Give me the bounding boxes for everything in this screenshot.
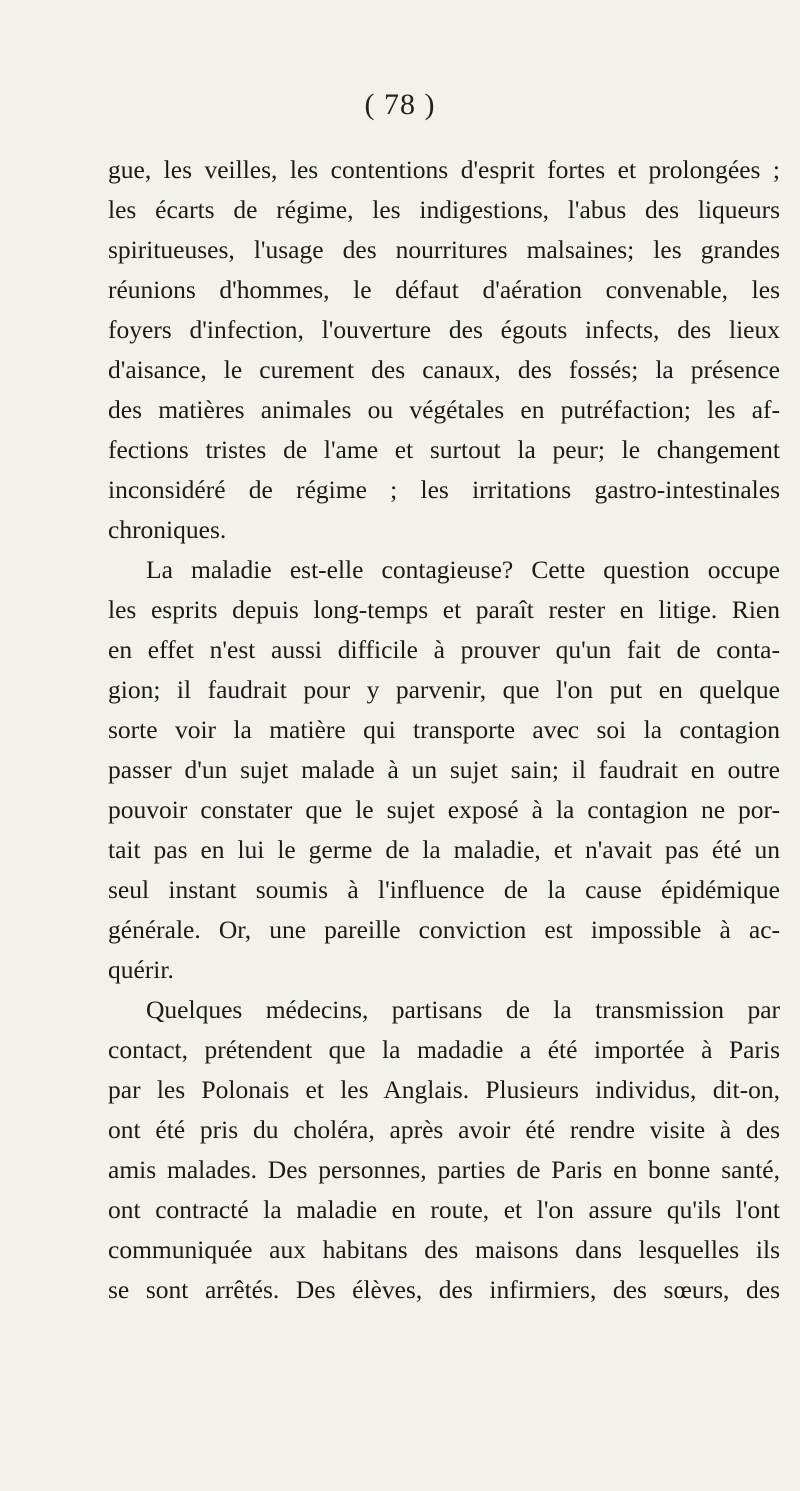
text-line: pouvoir constater que le sujet exposé à la contagion ne por-: [108, 795, 780, 824]
text-line: ont contracté la maladie en route, et l'on assure qu'ils l'ont: [108, 1195, 780, 1224]
text-line: communiquée aux habitans des maisons dans lesquelles ils: [108, 1235, 780, 1264]
text-line: fections tristes de l'ame et surtout la peur; le changement: [108, 435, 780, 464]
text-line: contact, prétendent que la madadie a été importée à Paris: [108, 1035, 780, 1064]
text-line: générale. Or, une pareille conviction est impossible à ac-: [108, 915, 780, 944]
text-line: Quelques médecins, partisans de la transmission par: [146, 995, 780, 1024]
text-line: se sont arrêtés. Des élèves, des infirmiers, des sœurs, des: [108, 1275, 780, 1304]
text-line: en effet n'est aussi difficile à prouver qu'un fait de conta-: [108, 635, 780, 664]
text-line: foyers d'infection, l'ouverture des égouts infects, des lieux: [108, 315, 780, 344]
text-line: tait pas en lui le germe de la maladie, et n'avait pas été un: [108, 835, 780, 864]
text-line: amis malades. Des personnes, parties de Paris en bonne santé,: [108, 1155, 780, 1184]
text-line: spiritueuses, l'usage des nourritures malsaines; les grandes: [108, 235, 780, 264]
text-line: les esprits depuis long-temps et paraît rester en litige. Rien: [108, 595, 780, 624]
text-line: par les Polonais et les Anglais. Plusieurs individus, dit-on,: [108, 1075, 780, 1104]
body-text: [108, 150, 780, 1310]
text-line: réunions d'hommes, le défaut d'aération convenable, les: [108, 275, 780, 304]
text-line: les écarts de régime, les indigestions, l'abus des liqueurs: [108, 195, 780, 224]
text-line: inconsidéré de régime ; les irritations gastro-intestinales: [108, 475, 780, 504]
text-line: sorte voir la matière qui transporte avec soi la contagion: [108, 715, 780, 744]
text-line: chroniques.: [108, 515, 227, 544]
text-line: gue, les veilles, les contentions d'esprit fortes et prolongées ;: [108, 155, 780, 184]
text-line: des matières animales ou végétales en putréfaction; les af-: [108, 395, 780, 424]
page-number: ( 78 ): [364, 88, 436, 121]
text-line: passer d'un sujet malade à un sujet sain; il faudrait en outre: [108, 755, 780, 784]
text-line: quérir.: [108, 955, 174, 984]
text-line: La maladie est-elle contagieuse? Cette question occupe: [146, 555, 780, 584]
text-line: ont été pris du choléra, après avoir été rendre visite à des: [108, 1115, 780, 1144]
text-line: d'aisance, le curement des canaux, des fossés; la présence: [108, 355, 780, 384]
text-line: gion; il faudrait pour y parvenir, que l'on put en quelque: [108, 675, 780, 704]
text-line: seul instant soumis à l'influence de la cause épidémique: [108, 875, 780, 904]
